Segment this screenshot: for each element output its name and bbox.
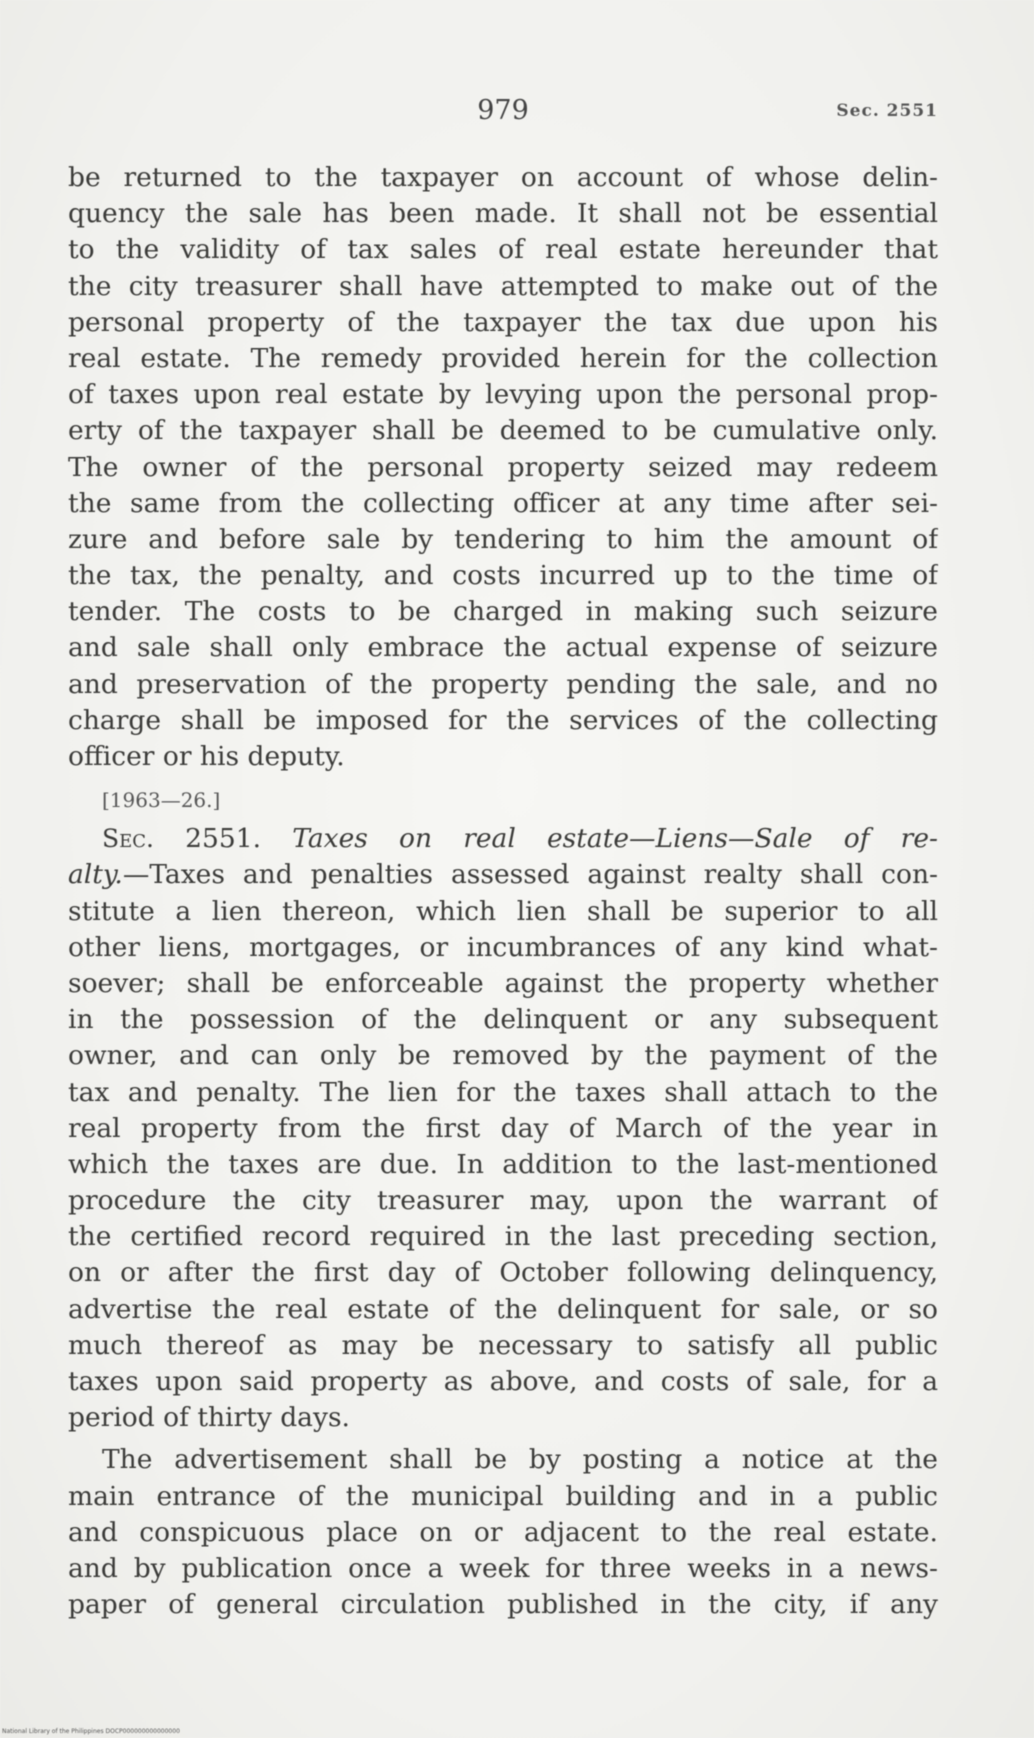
text-line: on or after the first day of October following delinquency, bbox=[68, 1257, 938, 1289]
text-line: to the validity of tax sales of real estate hereunder that bbox=[68, 234, 938, 266]
paragraph-1 bbox=[68, 160, 938, 775]
text-line: and by publication once a week for three weeks in a news- bbox=[68, 1552, 938, 1584]
text-line: owner, and can only be removed by the payment of the bbox=[68, 1040, 938, 1072]
text-line: erty of the taxpayer shall be deemed to be cumulative only. bbox=[68, 415, 938, 447]
text-line: which the taxes are due. In addition to the last-mentioned bbox=[68, 1148, 938, 1180]
text-line: and sale shall only embrace the actual expense of seizure bbox=[68, 632, 938, 664]
text-line: soever; shall be enforceable against the property whether bbox=[68, 967, 938, 999]
text-line: quency the sale has been made. It shall not be essential bbox=[68, 198, 938, 230]
text-line: and preservation of the property pending the sale, and no bbox=[68, 668, 938, 700]
text-line: real property from the first day of March of the year in bbox=[68, 1112, 938, 1144]
text-line: charge shall be imposed for the services of the collecting bbox=[68, 704, 938, 736]
text-line: the tax, the penalty, and costs incurred up to the time of bbox=[68, 560, 938, 592]
text-line: period of thirty days. bbox=[68, 1402, 350, 1434]
paragraph-3 bbox=[68, 1442, 938, 1623]
text-line: the city treasurer shall have attempted to make out of the bbox=[68, 270, 938, 302]
section-label: Sec. bbox=[102, 824, 154, 854]
text-line: The owner of the personal property seized may redeem bbox=[68, 451, 938, 483]
text-line: tax and penalty. The lien for the taxes shall attach to the bbox=[68, 1076, 938, 1108]
text-line: paper of general circulation published in the city, if any bbox=[68, 1589, 938, 1621]
text-line: zure and before sale by tendering to him the amount of bbox=[68, 523, 938, 555]
text-line: real estate. The remedy provided herein for the collection bbox=[68, 342, 938, 374]
text-line: advertise the real estate of the delinquent for sale, or so bbox=[68, 1293, 938, 1325]
section-title: Taxes on real estate—Liens—Sale of re- bbox=[292, 823, 938, 855]
text-line: The advertisement shall be by posting a notice at the bbox=[102, 1444, 938, 1476]
section-text-start: —Taxes and penalties assessed against realty shall con- bbox=[122, 859, 938, 891]
section-reference: Sec. 2551 bbox=[836, 101, 938, 121]
text-line: officer or his deputy. bbox=[68, 741, 345, 772]
body-text bbox=[68, 160, 938, 1623]
text-line: tender. The costs to be charged in making such seizure bbox=[68, 596, 938, 628]
text-line: much thereof as may be necessary to satisfy all public bbox=[68, 1329, 938, 1361]
section-title-continued: alty. bbox=[68, 859, 123, 891]
section-heading-line-2 bbox=[68, 857, 938, 893]
scan-footer: National Library of the Philippines DOCP000000000000000 bbox=[2, 1728, 180, 1735]
statute-citation: [1963—26.] bbox=[102, 788, 221, 813]
page-header bbox=[68, 95, 938, 135]
section-heading-line bbox=[68, 821, 938, 857]
text-line: of taxes upon real estate by levying upon the personal prop- bbox=[68, 379, 938, 411]
text-line: main entrance of the municipal building and in a public bbox=[68, 1480, 938, 1512]
text-line: in the possession of the delinquent or any subsequent bbox=[68, 1004, 938, 1036]
text-line: the same from the collecting officer at any time after sei- bbox=[68, 487, 938, 519]
text-line: personal property of the taxpayer the tax due upon his bbox=[68, 306, 938, 338]
text-line: be returned to the taxpayer on account of whose delin- bbox=[68, 162, 938, 193]
text-line: procedure the city treasurer may, upon the warrant of bbox=[68, 1185, 938, 1217]
page-number: 979 bbox=[477, 95, 529, 126]
text-line: other liens, mortgages, or incumbrances of any kind what- bbox=[68, 931, 938, 963]
section-number: 2551. bbox=[185, 823, 262, 855]
text-line: the certified record required in the last preceding section, bbox=[68, 1221, 938, 1253]
text-line: stitute a lien thereon, which lien shall be superior to all bbox=[68, 895, 938, 927]
text-line: and conspicuous place on or adjacent to the real estate. bbox=[68, 1516, 938, 1548]
section-2551 bbox=[68, 821, 938, 1436]
text-line: taxes upon said property as above, and costs of sale, for a bbox=[68, 1366, 938, 1397]
